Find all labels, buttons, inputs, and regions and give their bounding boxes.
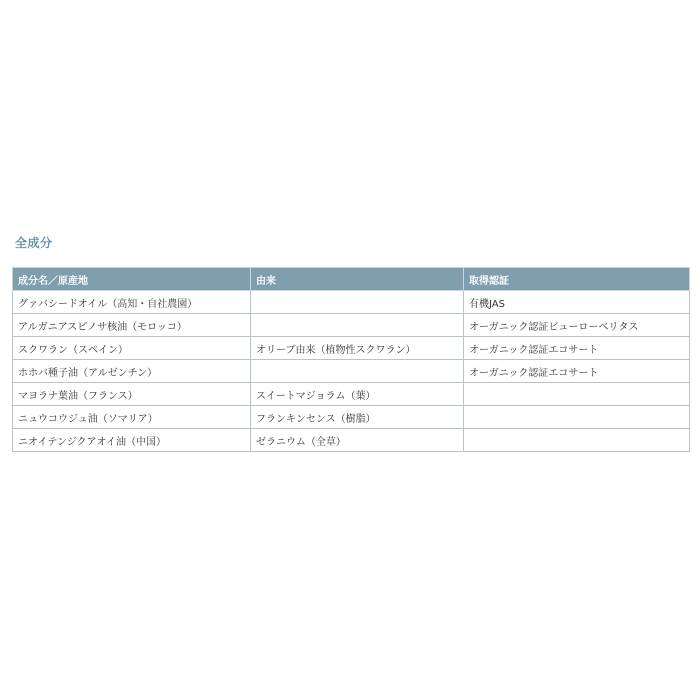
header-certification: 取得認証 [464,268,690,291]
table-row [13,291,690,314]
table-header-row [13,268,690,291]
cell-ingredient: ニュウコウジュ油（ソマリア） [13,406,251,429]
cell-certification: オーガニック認証ビューローベリタス [464,314,690,337]
cell-certification [464,406,690,429]
cell-certification [464,383,690,406]
cell-derivation: ゼラニウム（全草） [251,429,464,452]
table-row [13,337,690,360]
cell-certification: 有機JAS [464,291,690,314]
header-ingredient-origin: 成分名／原産地 [13,268,251,291]
cell-derivation [251,291,464,314]
ingredients-table [12,267,690,452]
section-title: 全成分 [15,236,53,250]
cell-ingredient: アルガニアスピノサ核油（モロッコ） [13,314,251,337]
cell-derivation [251,360,464,383]
table-row [13,406,690,429]
cell-derivation [251,314,464,337]
cell-ingredient: グァバシードオイル（高知・自社農園） [13,291,251,314]
cell-certification [464,429,690,452]
cell-certification: オーガニック認証エコサート [464,337,690,360]
table-row [13,314,690,337]
cell-ingredient: ホホバ種子油（アルゼンチン） [13,360,251,383]
table-row [13,383,690,406]
cell-ingredient: スクワラン（スペイン） [13,337,251,360]
table-row [13,429,690,452]
cell-ingredient: マヨラナ葉油（フランス） [13,383,251,406]
cell-derivation: オリーブ由来（植物性スクワラン） [251,337,464,360]
cell-derivation: フランキンセンス（樹脂） [251,406,464,429]
table-row [13,360,690,383]
header-derivation: 由来 [251,268,464,291]
cell-ingredient: ニオイテンジクアオイ油（中国） [13,429,251,452]
cell-certification: オーガニック認証エコサート [464,360,690,383]
cell-derivation: スイートマジョラム（葉） [251,383,464,406]
